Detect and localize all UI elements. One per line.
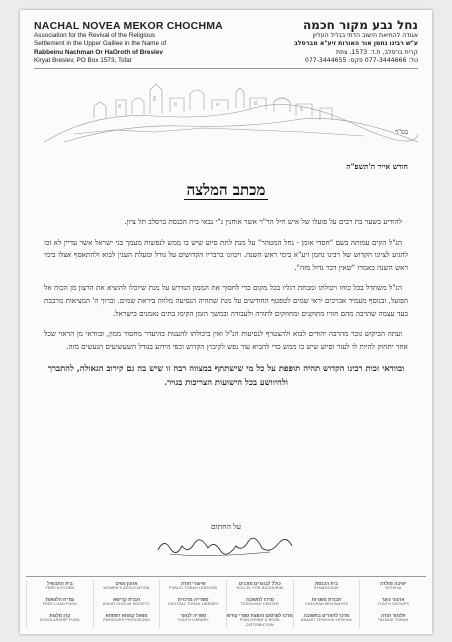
org-address-english: Kiryat Breslev, PO Box 1573, Tsfat: [34, 57, 132, 65]
footer-item: גמ"ח הלוואות FREE LOAN FUND: [26, 596, 93, 612]
footer-item: ארגוני נוער YOUTH GROUPS: [359, 596, 426, 612]
letter-date: חודש אייר ה'תשפ"ה: [346, 162, 408, 171]
paragraph: ועתה הביקוש גובר מהרבה יהודים לבוא ולהצטרף לנסיעות הנ"ל ואין ביכולתו להענות בהיעדר מחסור ממון, ובוודאי מן הראוי שכל אחד יתחזק להיות לו לעזר וסיוע שיש בו ממש כדי להביא עוד נפש לקיבוץ הקדוש וכפי הידוע בגודל השעשועים הנעשים מזה.: [44, 329, 408, 351]
org-name-english: NACHAL NOVEA MEKOR CHOCHMA: [34, 20, 223, 32]
handwritten-signature: [150, 532, 300, 560]
paragraph: הנ"ל הקים עמותה בשם "חסדי אומן - נחל המטהר" על מנת לתת סיוע שיש בו ממש לנפשות מעמך בני ישראל אשר עדיין לא זכו להגיע לציונו הקדוש של רבינו נחמן זיע"א בימי ראש השנה. ויכוונו ברבריו הקדושים על גודל ומעלת הענין לבוא ולהתאסף אצלו בימי ראש השנה באמרו "שאין דבר גדול מזה".: [44, 237, 408, 272]
footer-item: שיעורי תורה PUBLIC TORAH LESSONS: [159, 580, 226, 596]
letter-title-wrap: [20, 180, 432, 200]
letter-page: [20, 10, 432, 634]
footer-item: ספריה לנוער YOUTH LIBRARY: [159, 612, 226, 628]
signature-label: על החתום: [210, 522, 242, 531]
header-divider: [34, 68, 418, 69]
footer-institutions: [26, 580, 426, 628]
bsd-mark: בס"ד: [395, 128, 408, 136]
closing-blessing: ובוודאי זכות רבינו הקדוש תהיה תופפת על כל מי שישתתף במצווה רבה זו שיש בה גם קירוב הגאולה, להתברך ולהיוושע בכל הישועות הצריכות בגויר.: [47, 363, 405, 388]
paragraph: להודיע בשער בת רבים על פועלו של איש חיל הר"ר אשר אוחנין נ"י גבאי בית הכנסת ברסלב תל ציון.: [124, 217, 402, 226]
footer-item: מרכז לחוזרים בתשובה BAALEI TESHUVA YESHIVA: [293, 612, 360, 628]
footer-item: מפעל קמחא דפסחא PASSOVER PROVISIONS: [93, 612, 160, 628]
paragraph: הנ"ל משתדל בכל כוחו ויכולתו ומבתת רגליו בכל מקום כדי לחסוך את הממון הנדרש על מנת שיוכלו להוציא את הרצון מן הכוח אל הפועל, ובנוסף מעמיד אברכים יראי שמים לטפטף החודשים על מנת שתהיה הנסיעה מלווה ביראת שמים. וברוך ה' המציאות מרבבת בעד עצמה שהרבה מהם חזרו מתוקנים ומחוזקים לתורה ולעבודה ובמשך הזמן הקימו בתים נאמנים בישראל.: [44, 283, 408, 318]
org-address-hebrew: קרית ברסלב, ת.ד. 1573, צפת: [335, 48, 418, 56]
footer-item: קרן מלגות SCHOLARSHIP FUND: [26, 612, 93, 628]
letter-title: מכתב המלצה: [184, 181, 269, 200]
footer-item: בית התבשיל FREE KITCHEN: [26, 580, 93, 596]
org-name-hebrew: נחל נבע מקור חכמה: [302, 18, 418, 32]
footer-item: ארגון נשים WOMEN'S ASSOCIATION: [93, 580, 160, 596]
org-desc-line-2-he: ע"ש רבינו נחמן אור האורות זיע"א מברסלב: [293, 40, 418, 48]
footer-item: כולל לבוגרים מוכנים KOLLEL FOR BOCHURIM: [226, 580, 293, 596]
letter-body: [44, 216, 408, 389]
org-desc-line-1: Association for the Revival of the Religious: [34, 32, 156, 39]
footer-item: בית הכנסת SYNAGOGUE: [293, 580, 360, 596]
footer-item: תלמוד תורה TALMUD TORAH: [359, 612, 426, 628]
footer-item: ישיבה מולדה YESHIVA: [359, 580, 426, 596]
footer-item: מרכז לתשובה TESHUVAH CENTER: [226, 596, 293, 612]
org-phone-hebrew: טל: 077-3444666 פקס: 077-3444655: [304, 57, 418, 65]
footer-item: חברת קדישא BIKUR CHOLIM SOCIETY: [93, 596, 160, 612]
org-desc-line-3: Rabbeinu Nachman Or HaOroth of Breslev: [34, 48, 163, 56]
org-desc-line-2: Settlement in the Upper Galilee in the Name of: [34, 40, 167, 48]
org-desc-line-1-he: אגודה להחיאת הישוב הדתי בגליל העליון: [312, 32, 418, 39]
footer-item: חבורת משניות CHEVRAH MISHNAYOS: [293, 596, 360, 612]
footer-item: מרכז לפרסום והפצת ספרי קודש PUBLISHING & BOOK DISTRIBUTION: [227, 613, 293, 627]
header-hebrew: [228, 18, 418, 66]
header-english: [34, 20, 224, 66]
footer-item: ספרייה מרכזית CENTRAL TORAH LIBRARY: [159, 596, 226, 612]
footer-divider: [26, 576, 426, 577]
city-skyline-illustration: [34, 72, 418, 150]
